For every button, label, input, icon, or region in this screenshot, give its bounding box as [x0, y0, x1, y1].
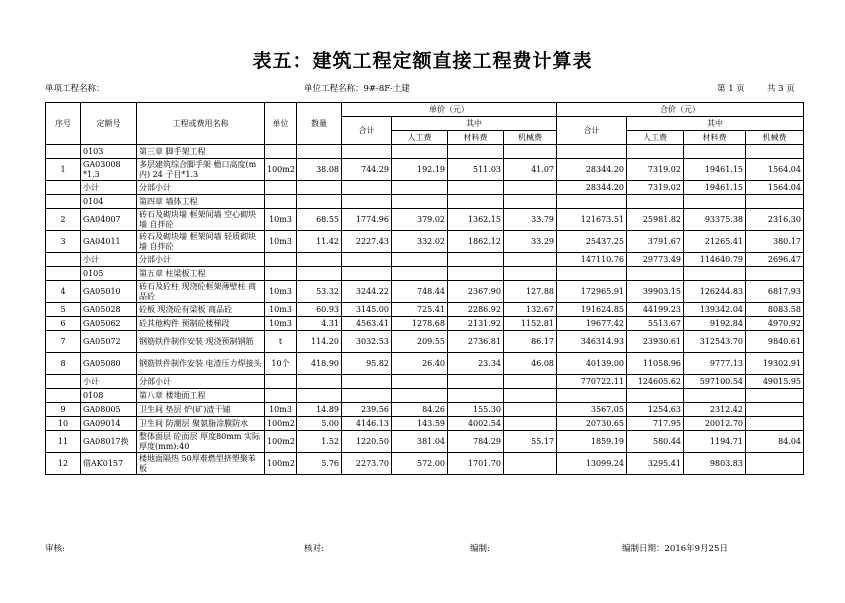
cell-unit-material: 2131.92: [448, 317, 504, 331]
cell-qty: 5.76: [297, 453, 342, 475]
cell-seq: 7: [46, 331, 81, 353]
cell-unit: [265, 181, 297, 195]
cell-unit-price-sum: 1220.50: [342, 431, 392, 453]
cell-code: GA08005: [81, 403, 137, 417]
cell-unit-machine: 46.08: [504, 353, 557, 375]
cell-unit-price-sum: 4146.13: [342, 417, 392, 431]
header-code: 定额号: [81, 103, 137, 145]
cell-seq: 10: [46, 417, 81, 431]
cell-unit: 10m3: [265, 209, 297, 231]
cell-total-sum: [557, 145, 627, 159]
cell-total-material: 19461.15: [684, 181, 746, 195]
cell-total-machine: 1564.04: [746, 181, 804, 195]
cell-unit-machine: [504, 181, 557, 195]
cell-unit-machine: 127.88: [504, 281, 557, 303]
cell-qty: [297, 389, 342, 403]
cell-total-material: 597100.54: [684, 375, 746, 389]
cell-total-machine: 2696.47: [746, 253, 804, 267]
cell-unit-material: 1701.70: [448, 453, 504, 475]
table-row: [46, 303, 804, 317]
cell-unit-machine: 86.17: [504, 331, 557, 353]
cell-name: 钢筋铁件制作安装 电渣压力焊接头: [137, 353, 265, 375]
cell-total-material: 9777.13: [684, 353, 746, 375]
cell-total-sum: 40139.00: [557, 353, 627, 375]
cell-name: 钢筋铁件制作安装 现浇预制钢筋: [137, 331, 265, 353]
header-name: 工程或费用名称: [137, 103, 265, 145]
cell-total-material: 1194.71: [684, 431, 746, 453]
header-total-material: 材料费: [684, 131, 746, 145]
cell-name: 第三章 脚手架工程: [137, 145, 265, 159]
cell-unit-price-sum: 4563.41: [342, 317, 392, 331]
cell-unit-price-sum: [342, 145, 392, 159]
cell-unit-price-sum: [342, 389, 392, 403]
cell-total-sum: [557, 267, 627, 281]
cell-unit-machine: [504, 253, 557, 267]
cell-unit-price-sum: 744.29: [342, 159, 392, 181]
cell-unit-machine: 41.07: [504, 159, 557, 181]
page-title: 表五：建筑工程定额直接工程费计算表: [252, 50, 593, 72]
cell-total-sum: 191624.85: [557, 303, 627, 317]
cell-unit-labor: 379.02: [392, 209, 448, 231]
cell-total-material: [684, 267, 746, 281]
cell-unit-price-sum: 2273.70: [342, 453, 392, 475]
cell-unit-material: 1362.15: [448, 209, 504, 231]
table-row: [46, 231, 804, 253]
cell-unit-labor: [392, 389, 448, 403]
table-row: [46, 159, 804, 181]
cell-unit-labor: 26.40: [392, 353, 448, 375]
cell-unit-material: 1862.12: [448, 231, 504, 253]
cell-total-labor: 39903.15: [627, 281, 684, 303]
cell-seq: 11: [46, 431, 81, 453]
cell-name: 整体面层 砼面层 厚度80mm 实际厚度(mm):40: [137, 431, 265, 453]
table-row: [46, 267, 804, 281]
cell-unit-machine: [504, 375, 557, 389]
cell-total-sum: 3567.05: [557, 403, 627, 417]
cell-unit: [265, 195, 297, 209]
checker-label: 核对:: [304, 544, 324, 554]
header-unit-labor: 人工费: [392, 131, 448, 145]
cell-code: 0104: [81, 195, 137, 209]
cell-total-machine: 9840.61: [746, 331, 804, 353]
cell-code: GA05072: [81, 331, 137, 353]
cell-qty: [297, 145, 342, 159]
table-row: [46, 431, 804, 453]
cell-unit-machine: [504, 267, 557, 281]
cell-total-sum: 147110.76: [557, 253, 627, 267]
cell-total-material: 19461.15: [684, 159, 746, 181]
cell-unit-labor: 209.55: [392, 331, 448, 353]
cell-total-sum: 172965.91: [557, 281, 627, 303]
cell-unit-machine: [504, 389, 557, 403]
cell-unit-material: [448, 181, 504, 195]
cell-unit-labor: 748.44: [392, 281, 448, 303]
cell-seq: 5: [46, 303, 81, 317]
header-unit-material: 材料费: [448, 131, 504, 145]
table-row: [46, 331, 804, 353]
cell-unit: 10个: [265, 353, 297, 375]
table-row: [46, 253, 804, 267]
cell-name: 多层建筑综合脚手架 檐口高度(m内) 24 子目*1.3: [137, 159, 265, 181]
cell-seq: 4: [46, 281, 81, 303]
cell-unit-machine: 55.17: [504, 431, 557, 453]
cell-total-labor: 3295.41: [627, 453, 684, 475]
cell-qty: [297, 375, 342, 389]
cell-total-labor: [627, 389, 684, 403]
cell-total-machine: 380.17: [746, 231, 804, 253]
cell-total-machine: [746, 267, 804, 281]
cell-unit-machine: [504, 195, 557, 209]
header-total-labor: 人工费: [627, 131, 684, 145]
cell-unit-material: 2736.81: [448, 331, 504, 353]
cell-unit-labor: 381.04: [392, 431, 448, 453]
cell-code: GA05028: [81, 303, 137, 317]
cell-seq: [46, 181, 81, 195]
cell-name: 砖石及砼柱 现浇砼框架薄壁柱 商品砼: [137, 281, 265, 303]
cell-total-machine: 49015.95: [746, 375, 804, 389]
cell-seq: [46, 267, 81, 281]
cell-name: 分部小计: [137, 375, 265, 389]
table-row: [46, 317, 804, 331]
cell-total-labor: 580.44: [627, 431, 684, 453]
cell-unit: [265, 267, 297, 281]
cell-total-sum: [557, 389, 627, 403]
cell-name: 卫生间 防潮层 聚氨脂涂膜防水: [137, 417, 265, 431]
compile-date: 编制日期：2016年9月25日: [622, 544, 728, 554]
cell-unit: [265, 375, 297, 389]
cell-total-labor: [627, 145, 684, 159]
cell-code: 小计: [81, 375, 137, 389]
cell-name: 楼地面隔热 50厚难燃型挤塑聚苯板: [137, 453, 265, 475]
cell-unit-price-sum: [342, 253, 392, 267]
cell-name: 第八章 楼地面工程: [137, 389, 265, 403]
cell-total-material: 139342.04: [684, 303, 746, 317]
cell-seq: 3: [46, 231, 81, 253]
cell-qty: 4.31: [297, 317, 342, 331]
cell-qty: [297, 181, 342, 195]
header-total-machine: 机械费: [746, 131, 804, 145]
header-seq: 序号: [46, 103, 81, 145]
cell-unit-labor: 143.59: [392, 417, 448, 431]
cell-unit-labor: 572.00: [392, 453, 448, 475]
cell-qty: 38.08: [297, 159, 342, 181]
table-row: [46, 281, 804, 303]
cell-total-material: [684, 195, 746, 209]
cell-total-material: 114640.79: [684, 253, 746, 267]
cell-unit-price-sum: [342, 375, 392, 389]
cell-code: GA04011: [81, 231, 137, 253]
cell-unit: 10m3: [265, 281, 297, 303]
table-row: [46, 417, 804, 431]
cell-total-labor: 25981.82: [627, 209, 684, 231]
cell-seq: 8: [46, 353, 81, 375]
cell-unit-labor: [392, 253, 448, 267]
cell-unit: 10m3: [265, 231, 297, 253]
cell-total-machine: 6817.93: [746, 281, 804, 303]
table-row: [46, 195, 804, 209]
cell-total-machine: 8083.58: [746, 303, 804, 317]
cell-total-labor: 717.95: [627, 417, 684, 431]
table-row: [46, 389, 804, 403]
cell-total-sum: 121673.51: [557, 209, 627, 231]
cell-total-labor: 3791.67: [627, 231, 684, 253]
cell-total-material: 2312.42: [684, 403, 746, 417]
cell-total-labor: [627, 195, 684, 209]
cell-total-labor: 23930.61: [627, 331, 684, 353]
header-qty: 数量: [297, 103, 342, 145]
cell-total-machine: 4970.92: [746, 317, 804, 331]
cell-unit-material: [448, 253, 504, 267]
cell-total-labor: 7319.02: [627, 181, 684, 195]
cell-name: 分部小计: [137, 253, 265, 267]
cell-unit-labor: 192.19: [392, 159, 448, 181]
cell-seq: [46, 145, 81, 159]
cell-qty: [297, 253, 342, 267]
cell-unit-price-sum: 3244.22: [342, 281, 392, 303]
cell-qty: 1.52: [297, 431, 342, 453]
cell-unit-machine: 33.79: [504, 209, 557, 231]
compiler-label: 编制:: [470, 544, 490, 554]
cell-total-machine: 19302.91: [746, 353, 804, 375]
cell-unit-material: [448, 389, 504, 403]
cell-name: 砼其他构件 预制砼楼梯段: [137, 317, 265, 331]
cell-unit: 100m2: [265, 431, 297, 453]
cell-total-machine: 2316.30: [746, 209, 804, 231]
cell-total-machine: 1564.04: [746, 159, 804, 181]
cell-total-labor: 44199.23: [627, 303, 684, 317]
page-number: 第 1 页: [717, 84, 745, 94]
cell-code: GA05010: [81, 281, 137, 303]
cell-unit: 100m2: [265, 417, 297, 431]
table-row: [46, 353, 804, 375]
cell-unit-machine: [504, 453, 557, 475]
cell-seq: 9: [46, 403, 81, 417]
unit-project-label: 单位工程名称：9#-8F-土建: [304, 84, 410, 94]
cell-name: 第四章 墙体工程: [137, 195, 265, 209]
header-unit-price-of-which: 其中: [392, 117, 557, 131]
cell-total-sum: 770722.11: [557, 375, 627, 389]
cell-unit-machine: [504, 417, 557, 431]
cell-qty: 11.42: [297, 231, 342, 253]
reviewer-label: 审核:: [45, 544, 65, 554]
cell-qty: 53.32: [297, 281, 342, 303]
cell-total-material: 20012.70: [684, 417, 746, 431]
cell-total-material: 126244.83: [684, 281, 746, 303]
cell-name: 砼板 现浇砼有梁板 商品砼: [137, 303, 265, 317]
cell-total-machine: [746, 403, 804, 417]
cell-total-labor: 7319.02: [627, 159, 684, 181]
table-row: [46, 403, 804, 417]
cell-code: 小计: [81, 253, 137, 267]
cell-unit-material: [448, 267, 504, 281]
cell-unit-labor: [392, 267, 448, 281]
cell-unit-labor: [392, 181, 448, 195]
cell-total-labor: 5513.67: [627, 317, 684, 331]
cell-unit-material: 23.34: [448, 353, 504, 375]
cell-total-machine: 84.04: [746, 431, 804, 453]
cell-unit-price-sum: 1774.96: [342, 209, 392, 231]
table-row: [46, 375, 804, 389]
cell-unit: 10m3: [265, 303, 297, 317]
cell-total-material: 9192.84: [684, 317, 746, 331]
cell-total-material: 21265.41: [684, 231, 746, 253]
cell-unit-machine: [504, 403, 557, 417]
cell-unit-price-sum: 3032.53: [342, 331, 392, 353]
cell-total-labor: [627, 267, 684, 281]
cell-unit: [265, 389, 297, 403]
cell-code: GA03008 *1.3: [81, 159, 137, 181]
cell-total-sum: 25437.25: [557, 231, 627, 253]
cell-total-sum: 13099.24: [557, 453, 627, 475]
table-row: [46, 145, 804, 159]
cell-total-sum: [557, 195, 627, 209]
cost-table: [45, 102, 804, 475]
cell-unit-labor: 332.02: [392, 231, 448, 253]
cell-unit-price-sum: 3145.00: [342, 303, 392, 317]
cell-total-sum: 346314.93: [557, 331, 627, 353]
cell-total-machine: [746, 145, 804, 159]
cell-code: GA05080: [81, 353, 137, 375]
cell-total-material: 93375.38: [684, 209, 746, 231]
cell-seq: [46, 195, 81, 209]
cell-qty: [297, 267, 342, 281]
cell-total-labor: 11058.96: [627, 353, 684, 375]
cell-unit-material: 2286.92: [448, 303, 504, 317]
cell-unit-price-sum: [342, 181, 392, 195]
cell-name: 砖石及砌块墙 框架间墙 空心砌块墙 自拌砼: [137, 209, 265, 231]
header-unit: 单位: [265, 103, 297, 145]
cell-unit-machine: 33.29: [504, 231, 557, 253]
cell-seq: [46, 253, 81, 267]
cell-qty: 114.20: [297, 331, 342, 353]
cell-name: 分部小计: [137, 181, 265, 195]
cell-unit: 10m3: [265, 317, 297, 331]
cell-code: 0108: [81, 389, 137, 403]
cell-qty: 68.55: [297, 209, 342, 231]
cell-name: 卫生间 垫层 炉(矿)渣干铺: [137, 403, 265, 417]
cell-unit-machine: [504, 145, 557, 159]
cell-total-machine: [746, 389, 804, 403]
cell-unit-labor: 84.26: [392, 403, 448, 417]
cell-total-sum: 19677.42: [557, 317, 627, 331]
cell-qty: 14.89: [297, 403, 342, 417]
cell-unit-price-sum: 2227.43: [342, 231, 392, 253]
cell-total-material: 312543.70: [684, 331, 746, 353]
cell-code: GA09014: [81, 417, 137, 431]
table-row: [46, 453, 804, 475]
cell-code: 借AK0157: [81, 453, 137, 475]
cell-qty: 5.00: [297, 417, 342, 431]
cell-total-machine: [746, 453, 804, 475]
cell-unit-material: 4002.54: [448, 417, 504, 431]
cell-unit: [265, 253, 297, 267]
cell-code: 0105: [81, 267, 137, 281]
cell-seq: 6: [46, 317, 81, 331]
cell-total-labor: 29773.49: [627, 253, 684, 267]
cell-unit: 100m2: [265, 453, 297, 475]
cell-unit-machine: 1152.81: [504, 317, 557, 331]
cell-total-labor: 124605.62: [627, 375, 684, 389]
header-unit-price: 单价（元）: [342, 103, 557, 117]
header-unit-price-sum: 合计: [342, 117, 392, 145]
cell-unit: [265, 145, 297, 159]
cell-seq: 2: [46, 209, 81, 231]
project-item-label: 单项工程名称：: [45, 84, 105, 94]
cell-total-sum: 28344.20: [557, 159, 627, 181]
cell-total-machine: [746, 417, 804, 431]
cell-code: 小计: [81, 181, 137, 195]
cell-total-labor: 1254.63: [627, 403, 684, 417]
total-pages: 共 3 页: [767, 84, 795, 94]
cell-name: 砖石及砌块墙 框架间墙 轻质砌块墙 自拌砼: [137, 231, 265, 253]
cell-unit-price-sum: 239.56: [342, 403, 392, 417]
cell-unit-price-sum: [342, 195, 392, 209]
cell-seq: 1: [46, 159, 81, 181]
cell-qty: 418.90: [297, 353, 342, 375]
cell-total-material: [684, 145, 746, 159]
cell-qty: [297, 195, 342, 209]
cell-code: GA04007: [81, 209, 137, 231]
cell-unit-material: [448, 375, 504, 389]
cell-unit-material: 155.30: [448, 403, 504, 417]
cell-total-sum: 28344.20: [557, 181, 627, 195]
cell-unit-material: 2367.90: [448, 281, 504, 303]
cell-code: GA05062: [81, 317, 137, 331]
cell-code: 0103: [81, 145, 137, 159]
cell-unit-material: [448, 145, 504, 159]
cell-name: 第五章 柱梁板工程: [137, 267, 265, 281]
table-row: [46, 209, 804, 231]
cell-unit-material: 511.03: [448, 159, 504, 181]
table-row: [46, 181, 804, 195]
cell-unit-labor: [392, 375, 448, 389]
cell-unit: 100m2: [265, 159, 297, 181]
cell-unit-material: 784.29: [448, 431, 504, 453]
header-total-price-of-which: 其中: [627, 117, 804, 131]
cell-seq: 12: [46, 453, 81, 475]
header-total-price: 合价（元）: [557, 103, 804, 117]
cell-unit: 10m3: [265, 403, 297, 417]
cell-unit-material: [448, 195, 504, 209]
table-body: [46, 145, 804, 475]
cell-unit: t: [265, 331, 297, 353]
cell-seq: [46, 375, 81, 389]
cell-qty: 60.93: [297, 303, 342, 317]
cell-unit-labor: 725.41: [392, 303, 448, 317]
cell-seq: [46, 389, 81, 403]
cell-total-sum: 20730.65: [557, 417, 627, 431]
cell-total-material: 9803.83: [684, 453, 746, 475]
cell-total-material: [684, 389, 746, 403]
cell-unit-price-sum: [342, 267, 392, 281]
cell-total-sum: 1859.19: [557, 431, 627, 453]
cell-code: GA08017换: [81, 431, 137, 453]
cell-unit-labor: 1278.68: [392, 317, 448, 331]
cell-unit-machine: 132.67: [504, 303, 557, 317]
cell-unit-price-sum: 95.82: [342, 353, 392, 375]
cell-total-machine: [746, 195, 804, 209]
header-unit-machine: 机械费: [504, 131, 557, 145]
cell-unit-labor: [392, 145, 448, 159]
cell-unit-labor: [392, 195, 448, 209]
header-total-price-sum: 合计: [557, 117, 627, 145]
